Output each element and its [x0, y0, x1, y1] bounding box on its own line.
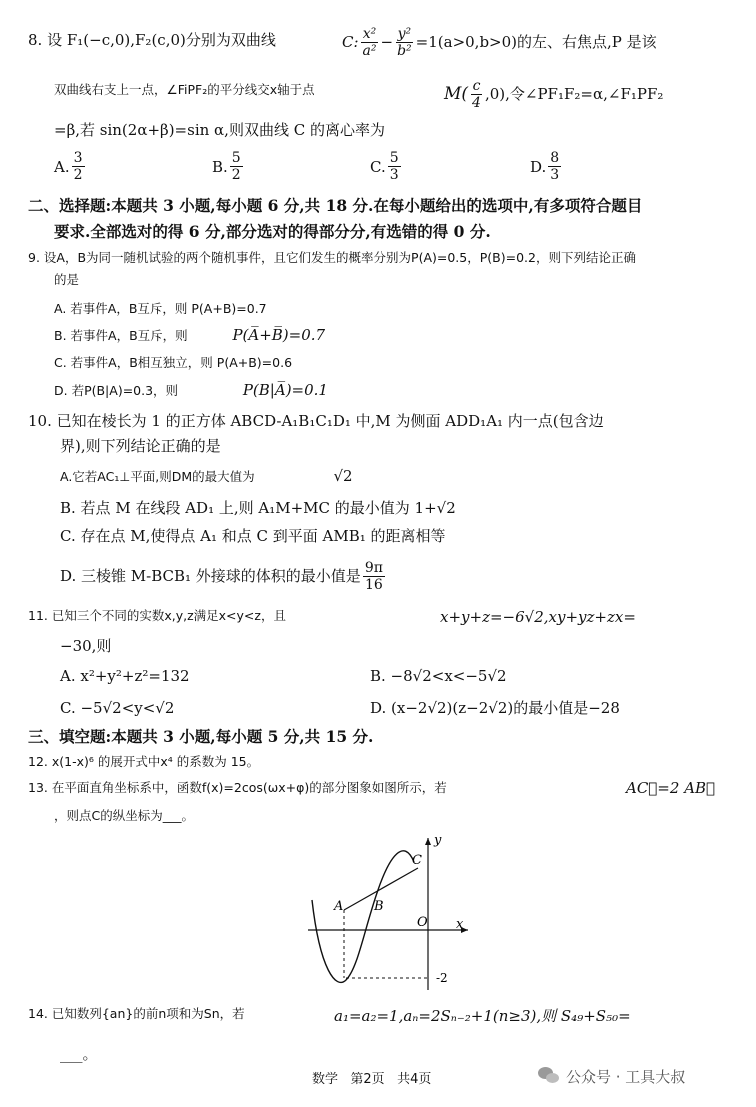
q10-option-c[interactable]: C. 存在点 M,使得点 A₁ 和点 C 到平面 AMB₁ 的距离相等 — [60, 527, 446, 545]
q10-option-a[interactable]: A.它若AC₁⊥平面,则DM的最大值为 √2 — [60, 467, 353, 485]
q10-stem-line2: 界),则下列结论正确的是 — [60, 437, 221, 455]
q10-frac-9pi-16: $\frac{9\pi}{16}$ — [364, 559, 383, 593]
q9-stem-line2: 的是 — [54, 272, 80, 287]
wechat-icon — [538, 1067, 560, 1085]
section3-heading: 三、填空题:本题共 3 小题,每小题 5 分,共 15 分. — [28, 727, 374, 746]
q11-option-c[interactable]: C. −5√2<y<√2 — [60, 699, 175, 717]
page-footer: 数学 第2页 共4页 — [312, 1072, 432, 1087]
q9-option-d-math: P(B|A̅)=0.1 — [242, 381, 328, 399]
q9-option-b-math: P(A̅+B̅)=0.7 — [232, 326, 326, 344]
cosine-curve — [312, 851, 414, 983]
q9-stem-line1: 9. 设A，B为同一随机试验的两个随机事件，且它们发生的概率分别为P(A)=0.5，P(B)=0.2，则下列结论正确 — [28, 250, 636, 265]
q8-option-b[interactable]: B. $\frac{5}{2}$ — [212, 150, 241, 183]
q8-option-d[interactable]: D. $\frac{8}{3}$ — [530, 150, 560, 183]
label-origin: O — [417, 915, 428, 930]
q14-stem-line1-left: 14. 已知数列{an}的前n项和为Sn，若 — [28, 1006, 245, 1021]
q11-stem-line2: −30,则 — [60, 637, 112, 655]
q8-frac-y: $\frac{\text{y²}}{\text{b²}}$ — [397, 25, 412, 59]
y-axis-arrow-icon — [425, 838, 431, 845]
q10-option-d[interactable]: D. 三棱锥 M-BCB₁ 外接球的体积的最小值是 $\frac{9\pi}{16}$ — [60, 559, 383, 593]
q10-stem-line1: 10. 已知在棱长为 1 的正方体 ABCD-A₁B₁C₁D₁ 中,M 为侧面 ADD₁A₁ 内一点(包含边 — [28, 412, 604, 430]
q9-option-d[interactable]: D. 若P(B|A)=0.3，则 P(B|A̅)=0.1 — [54, 381, 328, 399]
q11-stem-line1-left: 11. 已知三个不同的实数x,y,z满足x<y<z，且 — [28, 608, 286, 623]
q8-c-label: C: — [342, 33, 359, 51]
q11-stem-line1-math: x+y+z=−6√2,xy+yz+zx= — [440, 608, 636, 626]
section2-heading-line1: 二、选择题:本题共 3 小题,每小题 6 分,共 18 分.在每小题给出的选项中,有多项符合题目 — [28, 196, 643, 215]
q11-option-d[interactable]: D. (x−2√2)(z−2√2)的最小值是−28 — [370, 699, 620, 717]
q12-stem: 12. x(1-x)⁶ 的展开式中x⁴ 的系数为 15。 — [28, 754, 260, 769]
q13-stem-line1: 13. 在平面直角坐标系中，函数f(x)=2cos(ωx+φ)的部分图象如图所示，若 — [28, 780, 447, 795]
q9-option-c[interactable]: C. 若事件A，B相互独立，则 P(A+B)=0.6 — [54, 355, 293, 370]
label-a: A — [334, 899, 344, 914]
label-c: C — [412, 853, 422, 868]
q13-stem-line2: ，则点C的纵坐标为___。 — [54, 808, 194, 823]
q13-vector-relation: AC⃗=2 AB⃗ — [626, 779, 716, 797]
section2-heading-line2: 要求.全部选对的得 6 分,部分选对的得部分分,有选错的得 0 分. — [54, 222, 491, 241]
q10-option-a-math: √2 — [333, 467, 353, 485]
q13-function-graph — [300, 830, 480, 1000]
q8-line1-left: 8. 设 F₁(−c,0),F₂(c,0)分别为双曲线 — [28, 31, 276, 49]
q9-option-b[interactable]: B. 若事件A，B互斥，则 P(A̅+B̅)=0.7 — [54, 326, 326, 344]
q10-option-b[interactable]: B. 若点 M 在线段 AD₁ 上,则 A₁M+MC 的最小值为 1+√2 — [60, 499, 456, 517]
q8-option-a[interactable]: A. $\frac{3}{2}$ — [54, 150, 83, 183]
q11-option-a[interactable]: A. x²+y²+z²=132 — [60, 667, 190, 685]
q8-option-c[interactable]: C. $\frac{5}{3}$ — [370, 150, 399, 183]
q8-frac-c4: $\frac{c}{4}$ — [472, 77, 481, 111]
label-neg2: -2 — [436, 971, 448, 985]
q9-option-a[interactable]: A. 若事件A，B互斥，则 P(A+B)=0.7 — [54, 301, 267, 316]
q8-line2-left: 双曲线右支上一点，∠FiPF₂的平分线交x轴于点 — [54, 82, 315, 97]
q14-stem-line1-math: a₁=a₂=1,aₙ=2Sₙ₋₂+1(n≥3),则 S₄₉+S₅₀= — [334, 1007, 631, 1025]
q14-blank: ___。 — [60, 1045, 98, 1063]
label-b: B — [374, 899, 384, 914]
watermark: 公众号 · 工具大叔 — [566, 1068, 686, 1086]
q11-option-b[interactable]: B. −8√2<x<−5√2 — [370, 667, 507, 685]
label-y: y — [434, 833, 442, 848]
q8-line1-right: =1(a>0,b>0)的左、右焦点,P 是该 — [415, 33, 657, 51]
q8-point-m: M( $\frac{c}{4}$ ,0),令∠PF₁F₂=α,∠F₁PF₂ — [444, 77, 664, 111]
label-x: x — [456, 917, 464, 932]
q8-hyperbola-eq: C: $\frac{\text{x²}}{\text{a²}}$ − $\frac{\text{y²}}{\text{b²}}$ =1(a>0,b>0)的左、右焦点,P 是该 — [342, 25, 657, 59]
q8-frac-x: $\frac{\text{x²}}{\text{a²}}$ — [362, 25, 377, 59]
q8-line3: =β,若 sin(2α+β)=sin α,则双曲线 C 的离心率为 — [54, 121, 385, 139]
